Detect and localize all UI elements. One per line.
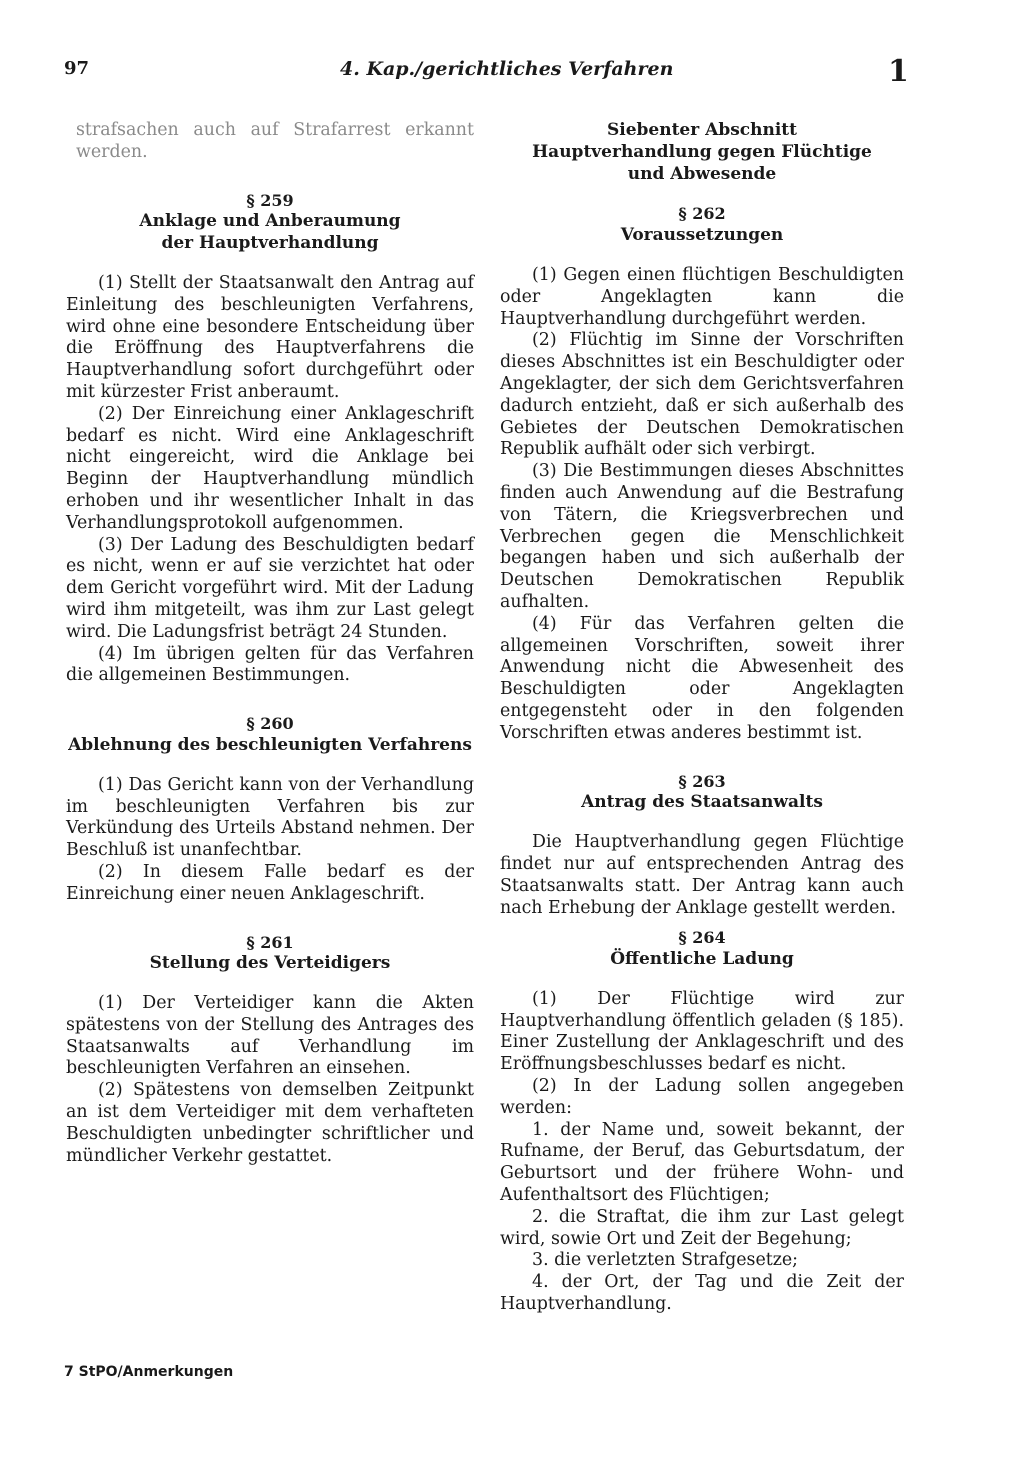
- abschnitt-title: und Abwesende: [627, 163, 777, 184]
- section-number: § 262: [678, 204, 726, 224]
- abschnitt-title: Hauptverhandlung gegen Flüchtige: [532, 141, 872, 162]
- paragraph: (2) In diesem Falle bedarf es der Einreichung einer neuen Anklageschrift.: [66, 861, 474, 904]
- footer-note: 7 StPO/Anmerkungen: [64, 1364, 234, 1380]
- paragraph: (2) In der Ladung sollen angegeben werden:: [500, 1076, 904, 1118]
- section-259-heading: [66, 190, 474, 255]
- list-item: 4. der Ort, der Tag und die Zeit der Hauptverhandlung.: [500, 1272, 904, 1315]
- section-title: Öffentliche Ladung: [610, 949, 794, 970]
- paragraph: (1) Der Flüchtige wird zur Hauptverhandlung öffentlich geladen (§ 185). Einer Zustellung der Anklageschrift und des Eröffnungsbeschlusses bedarf es nicht.: [500, 988, 904, 1075]
- section-262-heading: [500, 203, 904, 247]
- section-title: Stellung des Verteidigers: [149, 953, 391, 974]
- section-number: § 259: [246, 190, 294, 210]
- paragraph: (4) Für das Verfahren gelten die allgemeinen Vorschriften, soweit ihrer Anwendung nicht die Abwesenheit des Beschuldigten oder Angeklagten entgegensteht oder in den folgenden Vorschriften etwas anderes bestimmt ist.: [500, 613, 904, 743]
- list-item: 1. der Name und, soweit bekannt, der Rufname, der Beruf, das Geburtsdatum, der Geburtsort und der frühere Wohn- und Aufenthaltsort des Flüchtigen;: [500, 1119, 904, 1206]
- section-number: § 263: [678, 771, 726, 791]
- list-item: 3. die verletzten Strafgesetze;: [532, 1250, 799, 1271]
- section-title: der Hauptverhandlung: [161, 233, 379, 254]
- section-title: Antrag des Staatsanwalts: [581, 792, 823, 813]
- paragraph: (3) Die Bestimmungen dieses Abschnittes finden auch Anwendung auf die Bestrafung von Tätern, die Kriegsverbrechen und Verbrechen gegen die Menschlichkeit begangen haben und sich außerhalb der Deutschen Demokratischen Republik aufhalten.: [500, 461, 904, 612]
- section-264-heading: [500, 927, 904, 971]
- abschnitt-title: Siebenter Abschnitt: [606, 120, 798, 140]
- paragraph: (3) Der Ladung des Beschuldigten bedarf es nicht, wenn er auf sie verzichtet hat oder dem Gericht vorgeführt wird. Mit der Ladung wird ihm mitgeteilt, was ihm zur Last gelegt wird. Die Ladungsfrist beträgt 24 Stunden.: [66, 534, 474, 642]
- paragraph: (2) Der Einreichung einer Anklageschrift bedarf es nicht. Wird eine Anklageschrift nicht eingereicht, wird die Anklage bei Beginn der Hauptverhandlung mündlich erhoben und ihr wesentlicher Inhalt in das Verhandlungsprotokoll aufgenommen.: [66, 403, 474, 533]
- page-number: 97: [64, 58, 90, 79]
- section-263-heading: [500, 771, 904, 815]
- section-number: § 261: [246, 932, 294, 952]
- section-260-heading: [66, 713, 474, 757]
- paragraph: (2) Flüchtig im Sinne der Vorschriften dieses Abschnittes ist ein Beschuldigter oder Angeklagter, der sich dem Gerichtsverfahren dadurch entzieht, daß er sich außerhalb des Gebietes der Deutschen Demokratischen Republik aufhält oder sich verbirgt.: [500, 330, 904, 460]
- abschnitt-heading: [500, 120, 904, 185]
- paragraph: (1) Das Gericht kann von der Verhandlung im beschleunigten Verfahren bis zur Verkündung des Urteils Abstand nehmen. Der Beschluß ist unanfechtbar.: [66, 774, 474, 861]
- paragraph: (1) Gegen einen flüchtigen Beschuldigten oder Angeklagten kann die Hauptverhandlung durchgeführt werden.: [500, 264, 904, 329]
- left-column: [66, 120, 474, 1167]
- section-title: Anklage und Anberaumung: [139, 211, 401, 232]
- intro-text: strafsachen auch auf Strafarrest erkannt werden.: [76, 120, 474, 162]
- section-number: § 260: [246, 714, 294, 734]
- section-title: Ablehnung des beschleunigten Verfahrens: [68, 734, 472, 755]
- paragraph: (2) Spätestens von demselben Zeitpunkt an ist dem Verteidiger mit dem verhafteten Beschuldigten unbedingter schriftlicher und mündlicher Verkehr gestattet.: [66, 1080, 474, 1166]
- paragraph: (1) Der Verteidiger kann die Akten spätestens von der Stellung des Antrages des Staatsanwalts auf Verhandlung im beschleunigten Verfahren an einsehen.: [66, 993, 474, 1079]
- paragraph: (1) Stellt der Staatsanwalt den Antrag auf Einleitung des beschleunigten Verfahrens, wird ohne eine besondere Entscheidung über die Eröffnung des Hauptverfahrens die Hauptverhandlung sofort durchgeführt oder mit kürzester Frist anberaumt.: [66, 272, 474, 402]
- section-title: Voraussetzungen: [620, 225, 784, 246]
- list-item: 2. die Straftat, die ihm zur Last gelegt wird, sowie Ort und Zeit der Begehung;: [500, 1206, 904, 1249]
- right-column: [500, 120, 904, 1316]
- section-number: § 264: [678, 928, 726, 948]
- chapter-number: 1: [888, 54, 909, 89]
- paragraph: Die Hauptverhandlung gegen Flüchtige findet nur auf entsprechenden Antrag des Staatsanwalts statt. Der Antrag kann auch nach Erhebung der Anklage gestellt werden.: [500, 832, 904, 918]
- section-261-heading: [66, 932, 474, 976]
- running-title: 4. Kap./gerichtliches Verfahren: [340, 58, 674, 80]
- paragraph: (4) Im übrigen gelten für das Verfahren die allgemeinen Bestimmungen.: [66, 643, 474, 686]
